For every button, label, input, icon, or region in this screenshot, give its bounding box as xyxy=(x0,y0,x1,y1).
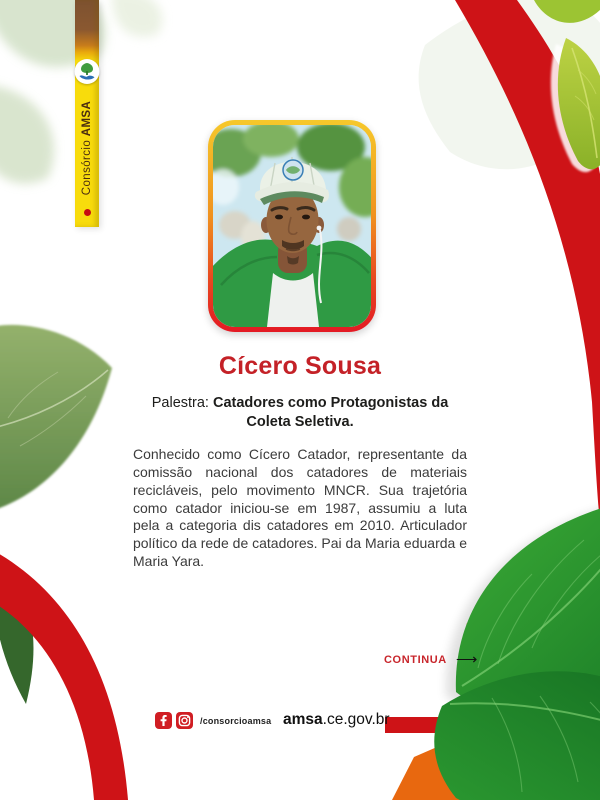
ribbon-vertical-text xyxy=(81,101,93,195)
ribbon-red-dot xyxy=(84,209,91,216)
instagram-icon[interactable] xyxy=(176,712,193,729)
speaker-name: Cícero Sousa xyxy=(218,352,382,380)
website-rest: .ce.gov.br xyxy=(322,711,390,728)
arrow-right-icon: ⟶ xyxy=(455,651,478,668)
speaker-photo-frame xyxy=(208,120,376,332)
continue-link[interactable] xyxy=(384,652,477,667)
talk-label: Palestra: xyxy=(151,395,213,411)
website-link[interactable] xyxy=(283,711,390,729)
facebook-icon[interactable] xyxy=(155,712,172,729)
ribbon-text-bold: AMSA xyxy=(81,100,93,137)
continue-label: CONTINUA xyxy=(384,653,447,666)
website-bold: amsa xyxy=(283,711,323,728)
talk-block xyxy=(140,394,460,431)
talk-title: Catadores como Protagonistas da Coleta Seletiva. xyxy=(212,395,449,430)
speaker-bio: Conhecido como Cícero Catador, representante da comissão nacional dos catadores de materiais recicláveis, pelo movimento MNCR. Sua trajetória como catador iniciou-se em 1987, assumiu a luta pela a categoria dis catadores em 2010. Articulador político da rede de catadores. Pai da Maria eduarda e Maria Yara. xyxy=(133,446,467,570)
amsa-logo-icon xyxy=(75,59,100,84)
footer-social xyxy=(155,712,271,729)
ribbon-text-regular: Consórcio xyxy=(81,136,93,196)
social-handle: /consorcioamsa xyxy=(200,715,272,726)
speaker-photo xyxy=(213,125,371,327)
